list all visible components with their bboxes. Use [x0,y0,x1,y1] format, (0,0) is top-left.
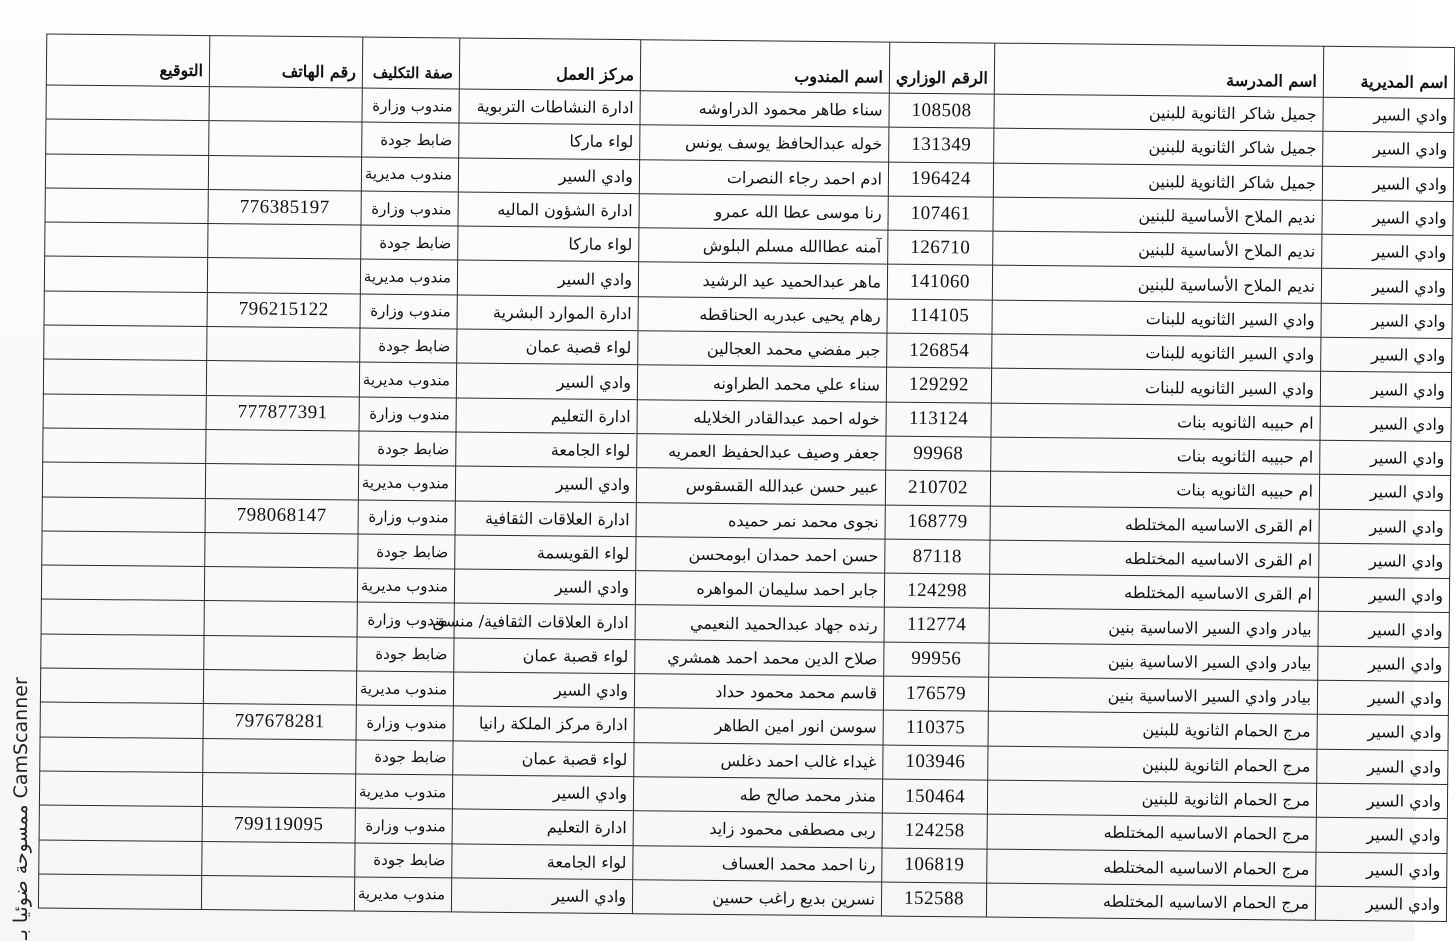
cell-assignment: مندوب مديرية [354,877,451,912]
cell-signature [46,85,209,121]
cell-work-center: لواء قصبة عمان [454,638,635,674]
cell-directorate: وادي السير [1318,646,1449,682]
cell-work-center: لواء الجامعة [456,432,637,468]
scanner-watermark: ممسوحة ضوئيا بـ CamScanner [10,677,32,940]
cell-phone [208,155,361,191]
cell-delegate-name: خوله احمد عبدالقادر الخلايله [637,399,886,436]
cell-school: ام حبيبه الثانويه بنات [991,403,1320,440]
cell-work-center: وادي السير [451,878,632,914]
cell-school: مرج الحمام الاساسيه المختلطه [986,883,1315,920]
cell-delegate-name: صلاح الدين محمد احمد همشري [635,639,884,676]
cell-assignment: مندوب وزارة [362,88,459,123]
cell-delegate-name: قاسم محمد محمود حداد [634,674,883,711]
cell-work-center: وادي السير [458,158,639,194]
cell-directorate: وادي السير [1319,475,1450,511]
cell-assignment: مندوب وزارة [359,397,456,432]
cell-phone [204,601,357,637]
cell-assignment: ضابط جودة [357,637,454,672]
cell-directorate: وادي السير [1323,97,1454,133]
cell-assignment: مندوب وزارة [358,500,455,535]
cell-phone [209,121,362,157]
cell-delegate-name: ادم احمد رجاء النصرات [639,159,888,196]
cell-school: جميل شاكر الثانوية للبنين [994,128,1323,165]
cell-delegate-name: حسن احمد حمدان ابومحسن [636,537,885,574]
cell-delegate-name: نجوى محمد نمر حميده [636,502,885,539]
cell-directorate: وادي السير [1316,783,1447,819]
header-ministry-number: الرقم الوزاري [889,42,994,94]
cell-phone [204,635,357,671]
cell-directorate: وادي السير [1317,749,1448,785]
cell-signature [41,565,204,601]
cell-phone [207,327,360,363]
cell-phone [202,841,355,877]
cell-directorate: وادي السير [1320,372,1451,408]
cell-assignment: ضابط جودة [358,534,455,569]
cell-school: جميل شاكر الثانوية للبنين [994,94,1323,131]
cell-ministry-number: 126710 [888,230,993,265]
cell-school: ام القرى الاساسيه المختلطه [989,574,1318,611]
header-signature: التوقيع [46,34,209,87]
cell-signature [43,359,206,395]
cell-assignment: مندوب مديرية [361,157,458,192]
cell-assignment: ضابط جودة [356,740,453,775]
cell-phone [204,567,357,603]
cell-signature [42,462,205,498]
cell-work-center: لواء قصبة عمان [457,329,638,365]
cell-school: بيادر وادي السير الاساسية بنين [988,677,1317,714]
cell-ministry-number: 113124 [886,402,991,437]
cell-directorate: وادي السير [1317,715,1448,751]
cell-directorate: وادي السير [1319,543,1450,579]
cell-work-center: لواء قصبة عمان [453,741,634,777]
cell-assignment: مندوب مديرية [356,671,453,706]
cell-school: ام القرى الاساسيه المختلطه [990,506,1319,543]
cell-assignment: ضابط جودة [362,122,459,157]
cell-work-center: لواء ماركا [459,123,640,159]
header-phone: رقم الهاتف [209,36,362,88]
cell-directorate: وادي السير [1322,234,1453,270]
cell-phone: 799119095 [202,807,355,843]
cell-signature [44,256,207,292]
cell-signature [39,805,202,841]
cell-delegate-name: سناء طاهر محمود الدراوشه [640,91,889,128]
cell-delegate-name: عبير حسن عبدالله القسقوس [636,468,885,505]
cell-ministry-number: 168779 [885,505,990,540]
cell-phone: 796215122 [207,292,360,328]
cell-ministry-number: 124298 [884,573,989,608]
header-directorate: اسم المديرية [1323,46,1454,98]
cell-signature [41,634,204,670]
cell-directorate: وادي السير [1321,337,1452,373]
cell-school: نديم الملاح الأساسية للبنين [993,197,1322,234]
cell-phone: 797678281 [203,704,356,740]
cell-delegate-name: منذر محمد صالح طه [633,777,882,814]
cell-assignment: مندوب مديرية [360,260,457,295]
cell-signature [45,154,208,190]
cell-work-center: وادي السير [457,260,638,296]
cell-directorate: وادي السير [1322,200,1453,236]
cell-ministry-number: 99968 [886,436,991,471]
table-body [38,85,1454,922]
cell-ministry-number: 176579 [883,676,988,711]
cell-directorate: وادي السير [1318,577,1449,613]
cell-directorate: وادي السير [1321,269,1452,305]
cell-work-center: ادارة النشاطات التربوية [459,89,640,125]
cell-ministry-number: 210702 [885,470,990,505]
cell-signature [43,394,206,430]
cell-delegate-name: جبر مفضي محمد العجالين [638,331,887,368]
cell-phone [208,224,361,260]
cell-work-center: ادارة العلاقات الثقافية [455,501,636,537]
cell-signature [40,737,203,773]
cell-ministry-number: 124258 [882,813,987,848]
delegates-table [38,34,1455,923]
cell-signature [39,771,202,807]
cell-assignment: ضابط جودة [360,328,457,363]
cell-assignment: مندوب وزارة [360,294,457,329]
cell-school: جميل شاكر الثانوية للبنين [993,163,1322,200]
cell-phone: 777877391 [206,395,359,431]
cell-delegate-name: سوسن انور امين الطاهر [634,708,883,745]
cell-ministry-number: 152588 [881,882,986,917]
cell-work-center: وادي السير [454,569,635,605]
cell-assignment: مندوب وزارة [355,808,452,843]
cell-ministry-number: 126854 [887,333,992,368]
cell-signature [44,325,207,361]
cell-delegate-name: جابر احمد سليمان المواهره [635,571,884,608]
cell-phone [205,532,358,568]
cell-school: وادي السير الثانويه للبنات [991,368,1320,405]
cell-work-center: وادي السير [456,363,637,399]
cell-delegate-name: رنا احمد محمد العساف [633,845,882,882]
cell-school: بيادر وادي السير الاساسية بنين [989,609,1318,646]
cell-assignment: مندوب وزارة [356,705,453,740]
cell-signature [38,874,201,910]
cell-directorate: وادي السير [1318,612,1449,648]
cell-signature [45,222,208,258]
cell-directorate: وادي السير [1322,166,1453,202]
cell-phone [203,670,356,706]
cell-delegate-name: سناء علي محمد الطراونه [637,365,886,402]
cell-ministry-number: 87118 [885,539,990,574]
cell-signature [39,840,202,876]
cell-assignment: مندوب مديرية [355,774,452,809]
document-sheet [38,34,1448,939]
cell-ministry-number: 131349 [889,127,994,162]
cell-assignment: ضابط جودة [355,843,452,878]
cell-phone: 776385197 [208,189,361,225]
cell-phone [206,430,359,466]
cell-school: ام حبيبه الثانويه بنات [990,471,1319,508]
cell-work-center: ادارة التعليم [456,398,637,434]
cell-school: مرج الحمام الثانوية للبنين [987,780,1316,817]
cell-signature [46,119,209,155]
cell-assignment: مندوب وزارة [357,602,454,637]
cell-school: ام القرى الاساسيه المختلطه [990,540,1319,577]
cell-school: مرج الحمام الثانوية للبنين [988,746,1317,783]
cell-delegate-name: رنا موسى عطا الله عمرو [639,194,888,231]
cell-signature [42,531,205,567]
cell-assignment: ضابط جودة [361,225,458,260]
cell-delegate-name: نسرين بديع راغب حسين [632,879,881,916]
cell-signature [43,428,206,464]
cell-work-center: ادارة الشؤون الماليه [458,192,639,228]
cell-work-center: وادي السير [455,466,636,502]
cell-signature [41,599,204,635]
cell-phone [209,87,362,123]
cell-phone [202,772,355,808]
cell-school: بيادر وادي السير الاساسية بنين [989,643,1318,680]
cell-work-center: لواء الجامعة [452,843,633,879]
cell-ministry-number: 141060 [887,265,992,300]
cell-school: نديم الملاح الأساسية للبنين [992,266,1321,303]
cell-ministry-number: 110375 [883,710,988,745]
cell-assignment: مندوب مديرية [357,568,454,603]
cell-school: وادي السير الثانويه للبنات [992,334,1321,371]
cell-directorate: وادي السير [1320,406,1451,442]
cell-school: مرج الحمام الاساسيه المختلطه [987,849,1316,886]
cell-ministry-number: 150464 [882,779,987,814]
cell-work-center: ادارة مركز الملكة رانيا [453,706,634,742]
cell-delegate-name: آمنه عطاالله مسلم البلوش [639,228,888,265]
cell-directorate: وادي السير [1316,852,1447,888]
cell-phone [207,258,360,294]
cell-ministry-number: 112774 [884,608,989,643]
cell-ministry-number: 114105 [887,299,992,334]
cell-work-center: لواء القويسمة [455,535,636,571]
cell-ministry-number: 108508 [889,93,994,128]
cell-ministry-number: 99956 [884,642,989,677]
cell-ministry-number: 129292 [886,367,991,402]
cell-signature [45,188,208,224]
cell-signature [40,702,203,738]
cell-work-center: ادارة التعليم [452,809,633,845]
cell-ministry-number: 196424 [888,162,993,197]
cell-delegate-name: ماهر عبدالحميد عيد الرشيد [638,262,887,299]
cell-work-center: وادي السير [453,672,634,708]
header-work-center: مركز العمل [459,38,640,91]
cell-work-center: وادي السير [452,775,633,811]
cell-phone [203,738,356,774]
cell-school: مرج الحمام الاساسيه المختلطه [987,814,1316,851]
cell-assignment: مندوب مديرية [359,362,456,397]
cell-school: مرج الحمام الثانوية للبنين [988,711,1317,748]
cell-work-center: لواء ماركا [458,226,639,262]
cell-ministry-number: 107461 [888,196,993,231]
cell-signature [40,668,203,704]
cell-signature [44,291,207,327]
cell-assignment: ضابط جودة [359,431,456,466]
cell-school: ام حبيبه الثانويه بنات [991,437,1320,474]
cell-directorate: وادي السير [1320,440,1451,476]
header-assignment: صفة التكليف [362,37,459,89]
cell-school: وادي السير الثانويه للبنات [992,300,1321,337]
cell-signature [42,497,205,533]
cell-phone [206,361,359,397]
cell-delegate-name: رنده جهاد عبدالحميد النعيمي [635,605,884,642]
cell-ministry-number: 103946 [883,745,988,780]
cell-delegate-name: ربى مصطفى محمود زايد [633,811,882,848]
cell-directorate: وادي السير [1319,509,1450,545]
cell-delegate-name: خوله عبدالحافظ يوسف يونس [640,125,889,162]
cell-phone [205,464,358,500]
cell-delegate-name: غيداء غالب احمد دغلس [634,742,883,779]
cell-directorate: وادي السير [1321,303,1452,339]
cell-assignment: مندوب وزارة [361,191,458,226]
cell-delegate-name: جعفر وصيف عبدالحفيظ العمريه [637,434,886,471]
header-school: اسم المدرسة [994,43,1323,97]
cell-directorate: وادي السير [1315,886,1446,922]
cell-school: نديم الملاح الأساسية للبنين [993,231,1322,268]
cell-directorate: وادي السير [1316,817,1447,853]
cell-ministry-number: 106819 [882,848,987,883]
cell-directorate: وادي السير [1323,132,1454,168]
cell-work-center: ادارة الموارد البشرية [457,295,638,331]
cell-phone: 798068147 [205,498,358,534]
cell-directorate: وادي السير [1317,680,1448,716]
cell-work-center: ادارة العلاقات الثقافية/ منسق [454,603,635,639]
cell-delegate-name: رهام يحيى عبدربه الحناقطه [638,296,887,333]
cell-phone [201,875,354,911]
cell-assignment: مندوب مديرية [358,465,455,500]
header-delegate-name: اسم المندوب [640,40,889,93]
